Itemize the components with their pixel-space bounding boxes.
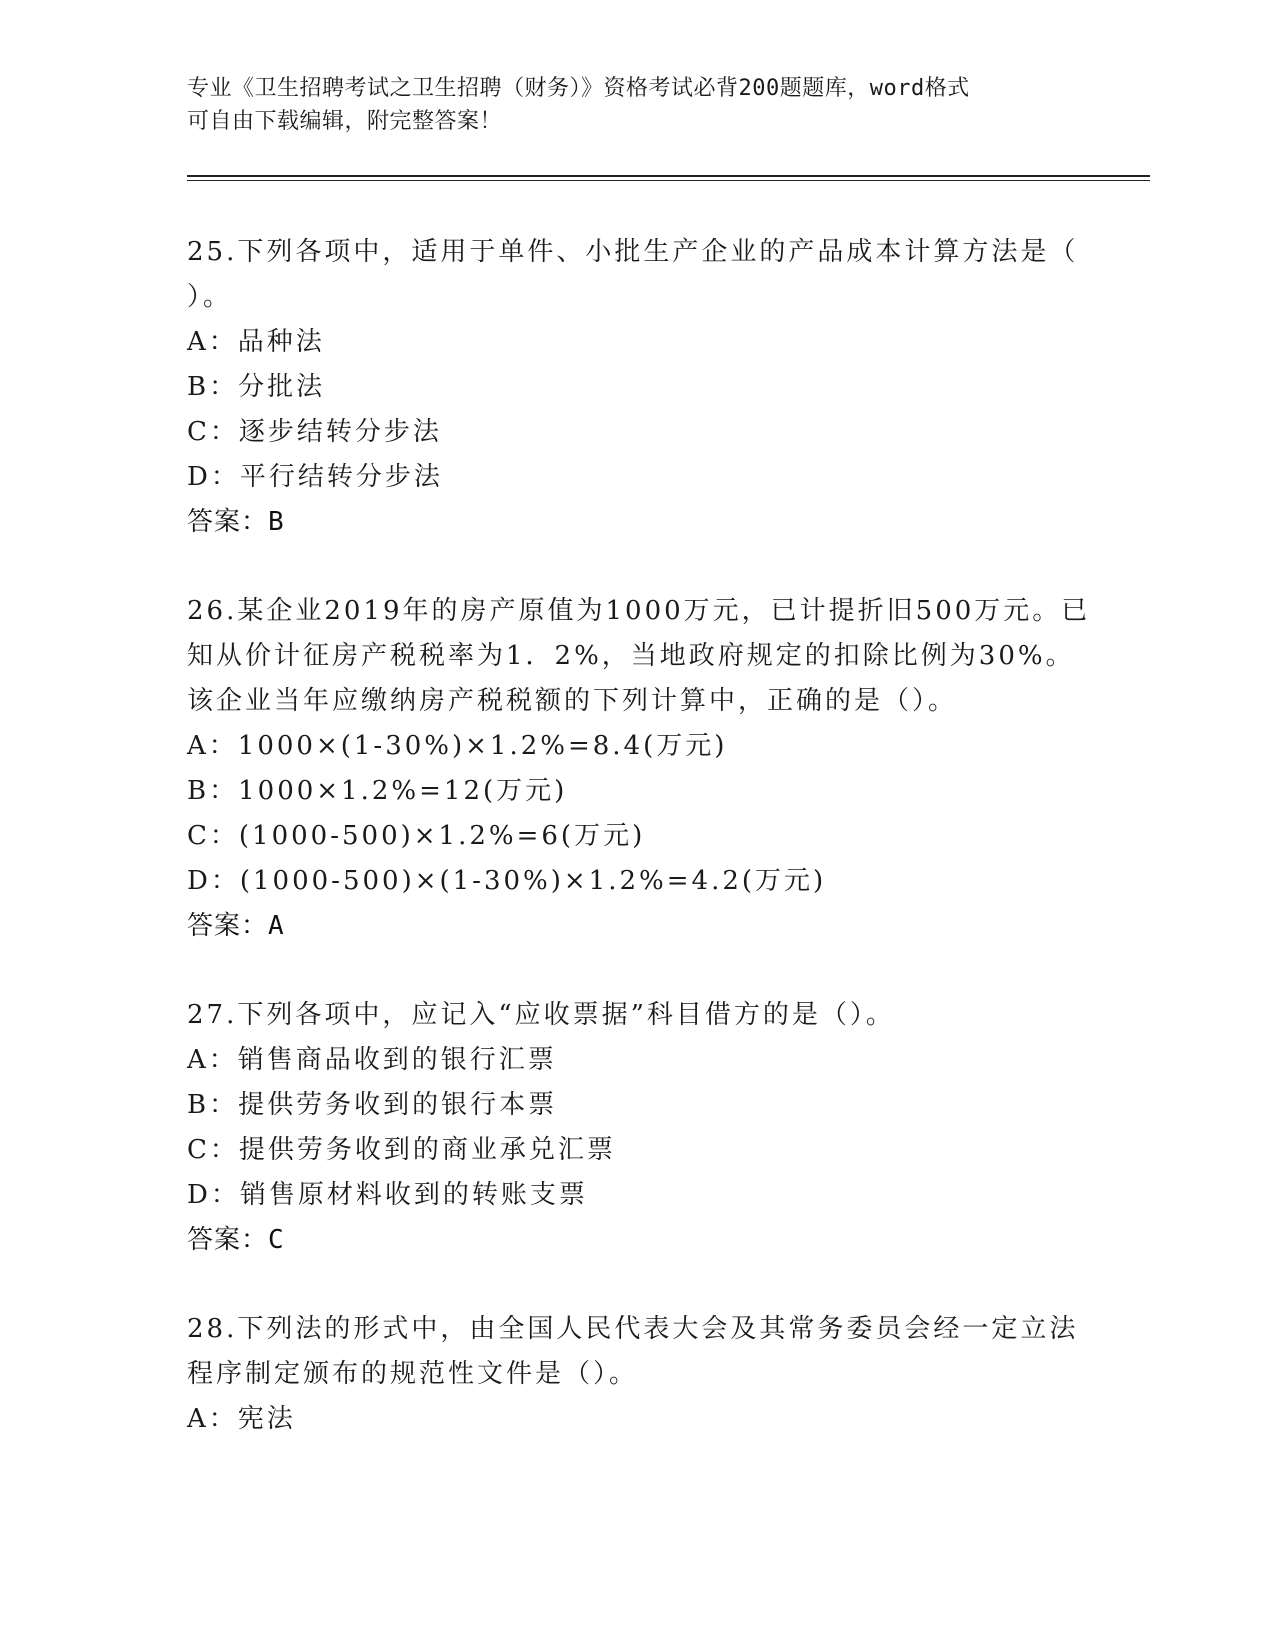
question-text	[187, 1307, 1087, 1397]
question-text	[187, 230, 1087, 320]
answer-line: 答案：B	[187, 507, 285, 537]
question-text	[187, 993, 1087, 1038]
answer-line: 答案：A	[187, 911, 285, 941]
header-line-1: 专业《卫生招聘考试之卫生招聘（财务）》资格考试必背200题题库，word格式	[187, 76, 970, 101]
option-c: C：逐步结转分步法	[187, 417, 442, 447]
option-a: A：宪法	[187, 1404, 296, 1434]
option-d: D：平行结转分步法	[187, 462, 443, 492]
question-text	[187, 589, 1091, 724]
question-text-line: 知从价计征房产税税率为1．2%，当地政府规定的扣除比例为30%。	[187, 641, 1075, 671]
option-a: A：1000×(1-30%)×1.2%=8.4(万元)	[187, 731, 728, 761]
option-c: C：提供劳务收到的商业承兑汇票	[187, 1135, 616, 1165]
document-header	[187, 72, 1067, 138]
question-26	[187, 589, 1091, 949]
option-b: B：提供劳务收到的银行本票	[187, 1090, 558, 1120]
question-text-line: 27.下列各项中，应记入“应收票据”科目借方的是（）。	[187, 1000, 895, 1030]
question-27	[187, 993, 1087, 1263]
header-divider	[187, 175, 1150, 181]
option-b: B：分批法	[187, 372, 326, 402]
question-text-line: 程序制定颁布的规范性文件是（）。	[187, 1359, 639, 1389]
option-a: A：销售商品收到的银行汇票	[187, 1045, 557, 1075]
option-a: A：品种法	[187, 327, 325, 357]
option-d: D：销售原材料收到的转账支票	[187, 1180, 588, 1210]
option-b: B：1000×1.2%=12(万元)	[187, 776, 568, 806]
question-text-line: 该企业当年应缴纳房产税税额的下列计算中，正确的是（）。	[187, 686, 958, 716]
question-25	[187, 230, 1087, 545]
question-text-line: 25.下列各项中，适用于单件、小批生产企业的产品成本计算方法是（	[187, 237, 1079, 267]
question-text-line: 28.下列法的形式中，由全国人民代表大会及其常务委员会经一定立法	[187, 1314, 1079, 1344]
option-c: C：(1000-500)×1.2%=6(万元)	[187, 821, 646, 851]
header-line-2: 可自由下载编辑，附完整答案！	[187, 109, 503, 134]
question-text-line: ）。	[187, 282, 233, 312]
answer-line: 答案：C	[187, 1225, 285, 1255]
question-text-line: 26.某企业2019年的房产原值为1000万元，已计提折旧500万元。已	[187, 596, 1091, 626]
question-28	[187, 1307, 1087, 1442]
question-list	[187, 230, 1091, 1486]
option-d: D：(1000-500)×(1-30%)×1.2%=4.2(万元)	[187, 866, 827, 896]
